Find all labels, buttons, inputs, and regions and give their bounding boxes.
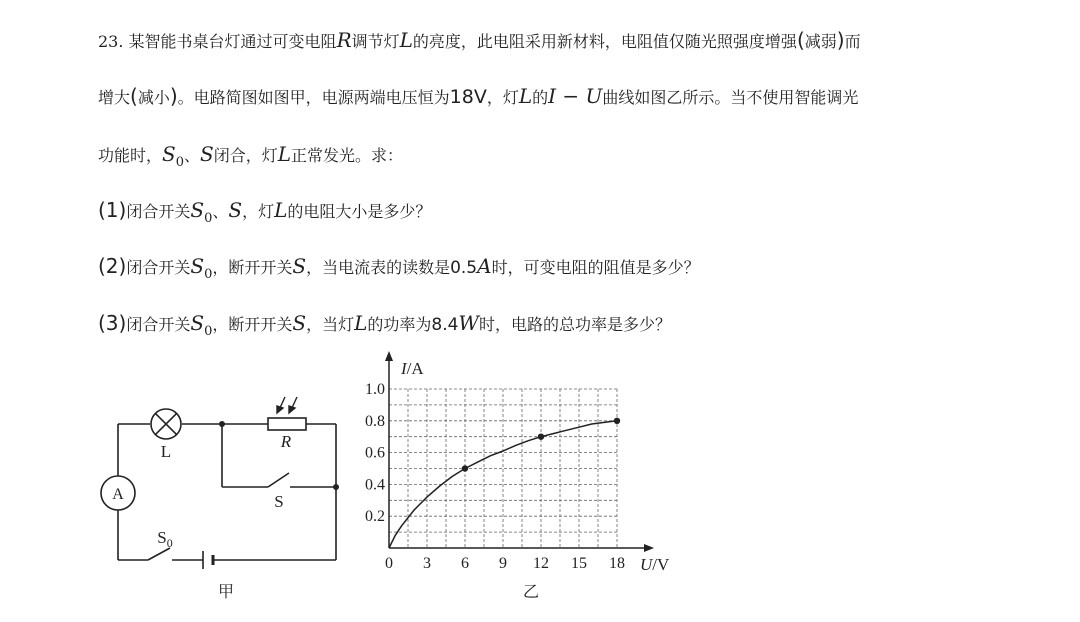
problem-line-2: 增大(减小)。电路简图如图甲，电源两端电压恒为18V，灯L的I − U曲线如图乙所示。当不使用智能调光	[98, 84, 859, 108]
x-axis-label: U/V	[640, 555, 670, 574]
data-point	[538, 434, 544, 440]
x-axis-arrow	[644, 544, 654, 552]
y-tick-label: 1.0	[365, 381, 385, 398]
question-number: (3)	[98, 311, 127, 335]
y-tick-label: 0.8	[365, 412, 385, 430]
x-tick-label: 12	[533, 555, 549, 572]
x-tick-label: 9	[499, 555, 507, 572]
chart-series	[389, 418, 620, 548]
chart-grid	[389, 389, 617, 548]
switch-s-label: S	[274, 492, 284, 511]
question-1: (1)闭合开关$S_0$、S，灯L的电阻大小是多少？	[98, 198, 432, 226]
question-2: (2)闭合开关$S_0$，断开开关S，当电流表的读数是0.5A时，可变电阻的阻值是多少？	[98, 254, 700, 282]
problem-line-3: 功能时，$S_0$、S闭合，灯L正常发光。求：	[98, 142, 404, 170]
chart-caption: 乙	[522, 584, 540, 601]
chart-axes	[385, 351, 654, 552]
var-L: L	[399, 28, 413, 52]
switch-s0-label: $S_0$	[157, 528, 173, 550]
i-u-label: I − U	[548, 84, 603, 108]
x-tick-label: 15	[571, 555, 587, 572]
x-tick-label: 3	[423, 555, 431, 572]
y-axis-arrow	[385, 351, 393, 361]
problem-number: 23.	[98, 32, 124, 51]
circuit-caption: 甲	[217, 584, 235, 601]
x-tick-label: 18	[609, 555, 625, 572]
question-3: (3)闭合开关$S_0$，断开开关S，当灯L的功率为8.4W时，电路的总功率是多少？	[98, 311, 671, 339]
problem-line-1: 23. 某智能书桌台灯通过可变电阻R调节灯L的亮度，此电阻采用新材料，电阻值仅随光照强度增强(减弱)而	[98, 28, 861, 52]
ammeter-label: A	[112, 486, 124, 503]
lamp-label: L	[160, 442, 172, 461]
y-axis-label: I/A	[401, 359, 424, 378]
var-R: R	[336, 28, 352, 52]
resistor-label: R	[280, 432, 292, 451]
chart-tick-labels	[365, 381, 625, 572]
question-number: (2)	[98, 254, 127, 278]
question-number: (1)	[98, 198, 127, 222]
y-tick-label: 0.2	[365, 508, 385, 526]
data-point	[462, 465, 468, 471]
x-tick-label: 0	[385, 555, 393, 572]
y-tick-label: 0.4	[365, 476, 385, 494]
data-point	[614, 418, 620, 424]
voltage-value: 18V	[449, 86, 487, 108]
y-tick-label: 0.6	[365, 444, 385, 462]
x-tick-label: 6	[461, 555, 469, 572]
